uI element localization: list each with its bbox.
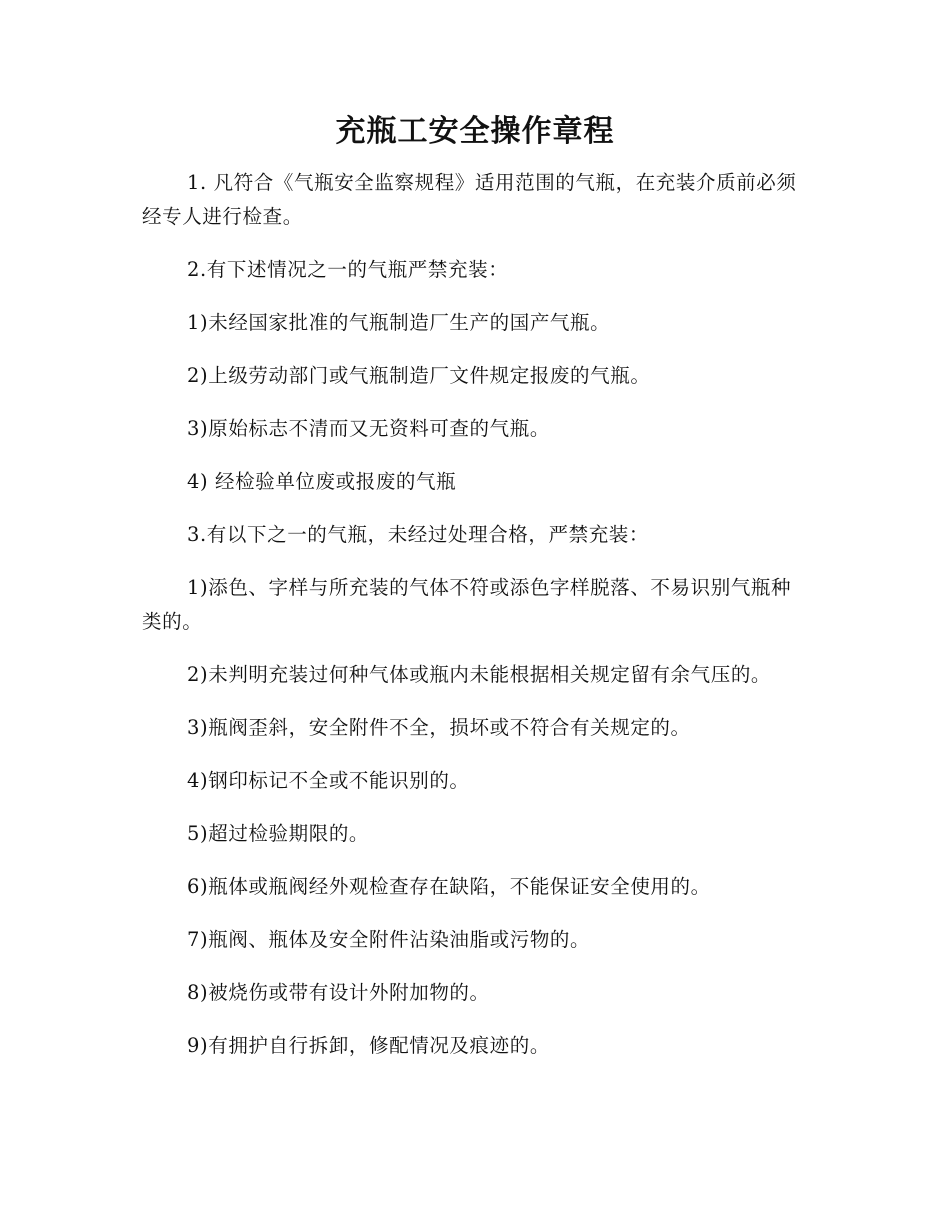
paragraph-3-item-4: 4)钢印标记不全或不能识别的。 bbox=[187, 769, 470, 792]
paragraph-3-item-1: 1)添色、字样与所充装的气体不符或添色字样脱落、不易识别气瓶种类的。 bbox=[142, 576, 792, 633]
paragraph-3-item-5: 5)超过检验期限的。 bbox=[187, 822, 370, 845]
paragraph-3-item-2: 2)未判明充装过何种气体或瓶内未能根据相关规定留有余气压的。 bbox=[187, 663, 772, 686]
paragraph-2-item-3: 3)原始标志不清而又无资料可查的气瓶。 bbox=[187, 417, 550, 440]
paragraph-2: 2.有下述情况之一的气瓶严禁充装： bbox=[187, 258, 509, 281]
document-body bbox=[142, 166, 807, 1082]
paragraph-2-item-4: 4) 经检验单位废或报废的气瓶 bbox=[187, 470, 457, 493]
paragraph-1: 1. 凡符合《气瓶安全监察规程》适用范围的气瓶，在充装介质前必须经专人进行检查。 bbox=[142, 171, 797, 228]
paragraph-3: 3.有以下之一的气瓶，未经过处理合格，严禁充装： bbox=[187, 523, 650, 546]
paragraph-3-item-6: 6)瓶体或瓶阀经外观检查存在缺陷，不能保证安全使用的。 bbox=[187, 875, 711, 898]
page-title: 充瓶工安全操作章程 bbox=[335, 114, 615, 149]
paragraph-3-item-3: 3)瓶阀歪斜，安全附件不全，损坏或不符合有关规定的。 bbox=[187, 716, 691, 739]
paragraph-3-item-9: 9)有拥护自行拆卸，修配情况及痕迹的。 bbox=[187, 1034, 550, 1057]
paragraph-2-item-2: 2)上级劳动部门或气瓶制造厂文件规定报废的气瓶。 bbox=[187, 364, 651, 387]
paragraph-2-item-1: 1)未经国家批准的气瓶制造厂生产的国产气瓶。 bbox=[187, 311, 611, 334]
paragraph-3-item-8: 8)被烧伤或带有设计外附加物的。 bbox=[187, 981, 490, 1004]
paragraph-3-item-7: 7)瓶阀、瓶体及安全附件沾染油脂或污物的。 bbox=[187, 928, 591, 951]
